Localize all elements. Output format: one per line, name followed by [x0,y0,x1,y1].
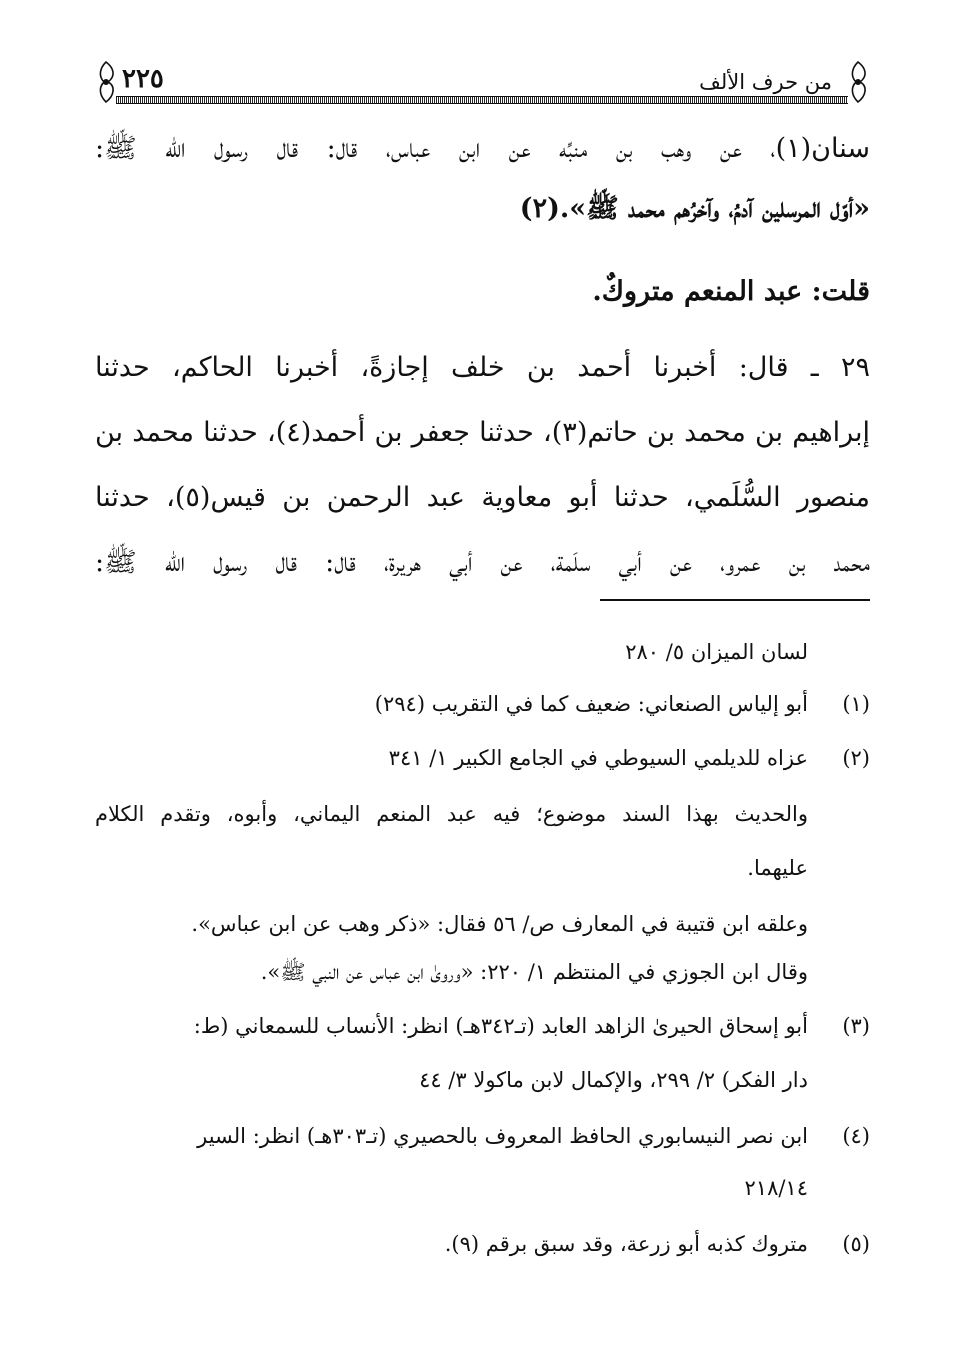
footnote-text: عزاه للديلمي السيوطي في الجامع الكبير ١/ ٣٤١ [388,746,808,770]
footnote-4 [95,1114,870,1158]
footnote-2-line: والحديث بهذا السند موضوع؛ فيه عبد المنعم اليماني، وأبوه، وتقدم الكلام [95,802,808,826]
footnote-number: (٤) [842,1124,870,1148]
footnote-2-line: وعلقه ابن قتيبة في المعارف ص/ ٥٦ فقال: «ذكر وهب عن ابن عباس». [191,912,808,936]
footnote-text: ابن نصر النيسابوري الحافظ المعروف بالحصيري (تـ٣٠٣هـ) انظر: السير [197,1124,808,1148]
footnote-3 [95,1004,870,1048]
footnote-5 [95,1222,870,1266]
footnote-2-line: عليهما. [747,856,808,880]
footnote-text: متروك كذبه أبو زرعة، وقد سبق برقم (٩). [444,1232,808,1256]
body-line-entry-29: ٢٩ ـ قال: أخبرنا أحمد بن خلف إجازةً، أخبرنا الحاكم، حدثنا [95,352,870,383]
running-header [92,60,872,104]
body-line-hadith: «أوّل المرسلين آدمُ، وآخرُهم محمد ﷺ».(٢) [519,193,870,224]
body-line: محمد بن عمرو، عن أبي سلَمة، عن أبي هريرة، قال: قال رسول الله ﷺ: [95,547,870,578]
footnote-text: أبو إسحاق الحيرىٰ الزاهد العابد (تـ٣٤٢هـ) انظر: الأنساب للسمعاني (ط: [193,1014,808,1038]
page-number: ٢٢٥ [122,64,164,94]
body-line-comment: قلت: عبد المنعم متروكٌ. [592,276,870,307]
footnote-1 [95,682,870,726]
body-line: منصور السُّلَمي، حدثنا أبو معاوية عبد الرحمن بن قيس(٥)، حدثنا [95,482,870,513]
footnote-text: أبو إلياس الصنعاني: ضعيف كما في التقريب (٢٩٤) [374,692,808,716]
footnote-number: (٣) [842,1014,870,1038]
body-line: إبراهيم بن محمد بن حاتم(٣)، حدثنا جعفر بن أحمد(٤)، حدثنا محمد بن [95,417,870,448]
footnote-2-line: وقال ابن الجوزي في المنتظم ١/ ٢٢٠: «وروىٰ ابن عباس عن النبي ﷺ». [260,960,808,984]
footnote-number: (٢) [842,746,870,770]
footnote-4-line: ٢١٨/١٤ [744,1176,808,1200]
footnote-2 [95,736,870,780]
footnote-lead: لسان الميزان ٥/ ٢٨٠ [625,640,808,664]
footnote-3-line: دار الفكر) ٢/ ٢٩٩، والإكمال لابن ماكولا ٣/ ٤٤ [419,1068,808,1092]
header-rule [116,96,848,104]
footnote-number: (١) [842,692,870,716]
body-line: سنان(١)، عن وهب بن منبِّه عن ابن عباس، قال: قال رسول الله ﷺ: [95,133,870,164]
footnote-separator [600,599,870,601]
footnote-number: (٥) [842,1232,870,1256]
header-ornament-right [844,60,872,104]
chapter-title: من حرف الألف [699,70,832,94]
